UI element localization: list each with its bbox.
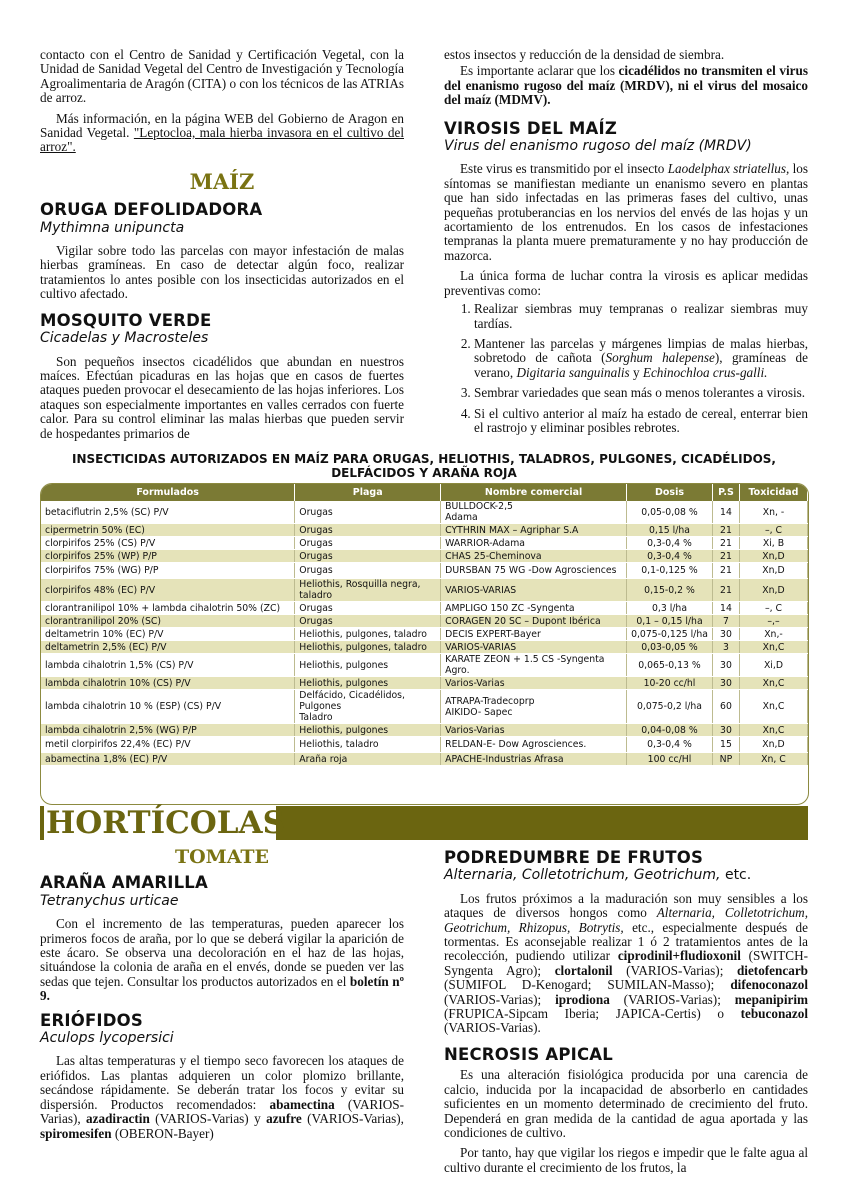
table-cell: 0,3-0,4 % (627, 550, 713, 563)
table-cell: NP (712, 753, 739, 766)
table-cell: 0,03-0,05 % (627, 641, 713, 654)
table-cell: WARRIOR-Adama (441, 537, 627, 550)
arana-subtitle: Tetranychus urticae (40, 892, 179, 909)
table-cell: 21 (712, 579, 739, 602)
table-body (41, 501, 808, 766)
table-cell: clorpirifos 75% (WG) P/P (41, 563, 295, 579)
table-cell: –, C (739, 524, 807, 537)
e-a: Las altas temperaturas y el tiempo seco favorecen los ataques de eriófidos. Las plantas adquieren un color plomizo brillante, secándose rápidamente. Se deberán tratar los focos y evitar su dispersión. Productos recomendados: (40, 1053, 404, 1112)
pd-c: etc., especialmente después de tormentas. Es aconsejable realizar 1 ó 2 tratamientos antes de la recolección, pudiendo utilizar (444, 919, 808, 964)
table-cell: 0,075-0,2 l/ha (627, 690, 713, 724)
pd-o: (FRUPICA-Sipcam Iberia; JAPICA-Certis) o (444, 1006, 741, 1022)
table-cell: –, C (739, 602, 807, 615)
table-header-cell: Plaga (295, 484, 441, 501)
table-cell: 30 (712, 724, 739, 737)
table-cell: Xn,D (739, 550, 807, 563)
virosis-subtitle: Virus del enanismo rugoso del maíz (MRDV) (444, 138, 752, 155)
table-cell: 21 (712, 524, 739, 537)
mosquito-subtitle: Cicadelas y Macrosteles (40, 330, 209, 347)
necrosis-title: NECROSIS APICAL (444, 1044, 613, 1064)
arana-text: Con el incremento de las temperaturas, pueden aparecer los primeros focos de araña, por lo que se deberá vigilar la aparición de este ácaro. Se observa una decoloración en el haz de las hojas, situándose la colonia de araña en el envés, donde se pueden ver las sedas que tejen. Consultar los productos autorizados en el (40, 916, 404, 989)
table-cell: DURSBAN 75 WG -Dow Agrosciences (441, 563, 627, 579)
table-cell: –,– (739, 615, 807, 628)
table-cell: Xn,C (739, 690, 807, 724)
table-cell: Xn, C (739, 753, 807, 766)
table-cell: 30 (712, 628, 739, 641)
table-cell: 60 (712, 690, 739, 724)
table-cell: VARIOS-VARIAS (441, 641, 627, 654)
table-cell: Xn,D (739, 737, 807, 753)
oruga-title: ORUGA DEFOLIDADORA (40, 200, 263, 220)
table-cell: 3 (712, 641, 739, 654)
table-cell: Xi,D (739, 654, 807, 677)
eriofidos-paragraph (40, 1054, 404, 1140)
table-cell: clorpirifos 25% (CS) P/V (41, 537, 295, 550)
pd-p: tebuconazol (740, 1006, 808, 1022)
table-cell: lambda cihalotrin 10% (CS) P/V (41, 677, 295, 690)
table-cell: Varios-Varias (441, 724, 627, 737)
li2-f: Echinochloa crus-galli. (642, 364, 768, 380)
table-row (41, 563, 808, 579)
table-cell: Heliothis, pulgones (295, 654, 441, 677)
table-cell: Araña roja (295, 753, 441, 766)
table-cell: lambda cihalotrin 10 % (ESP) (CS) P/V (41, 690, 295, 724)
pd-m: (VARIOS-Varias); (609, 991, 735, 1007)
table-cell: Heliothis, pulgones, taladro (295, 628, 441, 641)
e-i: (OBERON-Bayer) (111, 1125, 214, 1141)
pd-j: difenoconazol (730, 977, 808, 993)
e-d: azadiractin (86, 1111, 150, 1127)
table-cell: Heliothis, pulgones, taladro (295, 641, 441, 654)
table-row (41, 524, 808, 537)
table-header-row (41, 484, 808, 501)
table-cell: 21 (712, 563, 739, 579)
table-cell: 0,3-0,4 % (627, 537, 713, 550)
table-cell: 14 (712, 602, 739, 615)
table-row (41, 737, 808, 753)
table-row (41, 628, 808, 641)
table-cell: Orugas (295, 524, 441, 537)
table-cell: DECIS EXPERT-Bayer (441, 628, 627, 641)
li2-d: Digitaria sanguinalis (516, 364, 630, 380)
table-cell: deltametrin 10% (EC) P/V (41, 628, 295, 641)
pd-i: (SUMIFOL D-Kenogard; SUMILAN-Masso); (444, 977, 731, 993)
table-cell: betaciflutrin 2,5% (SC) P/V (41, 501, 295, 524)
table-row (41, 724, 808, 737)
table-cell: cipermetrin 50% (EC) (41, 524, 295, 537)
table-cell: deltametrin 2,5% (EC) P/V (41, 641, 295, 654)
intro-paragraph: contacto con el Centro de Sanidad y Certificación Vegetal, con la Unidad de Sanidad Vegetal del Centro de Investigación y Tecnología Agroalimentaria de Aragón (CITA) o con los técnicos de las ATRIAs de arroz. (40, 47, 404, 106)
v-text-b: Laodelphax striatellus, (667, 161, 790, 177)
table-cell: 0,1-0,125 % (627, 563, 713, 579)
table-header-cell: Formulados (41, 484, 295, 501)
necrosis-paragraph-1: Es una alteración fisiológica producida por una carencia de calcio, inducida por la incapacidad de absorberlo en cantidades suficientes en un momento determinado de crecimiento del fruto. Dependerá en gran medida de la cantidad de agua aportada y las condiciones de cultivo. (444, 1067, 808, 1140)
more-info-paragraph (40, 112, 404, 155)
table-row (41, 550, 808, 563)
table-row (41, 753, 808, 766)
table-cell: Orugas (295, 615, 441, 628)
e-f: azufre (266, 1111, 302, 1127)
virosis-title: VIROSIS DEL MAÍZ (444, 118, 618, 138)
table-cell: 0,04-0,08 % (627, 724, 713, 737)
table-cell: AMPLIGO 150 ZC -Syngenta (441, 602, 627, 615)
table-cell: 7 (712, 615, 739, 628)
table-cell: 0,1 – 0,15 l/ha (627, 615, 713, 628)
table-cell: Xn,C (739, 677, 807, 690)
e-h: spiromesifen (40, 1125, 112, 1141)
eriofidos-title: ERIÓFIDOS (40, 1010, 143, 1030)
pd-q: (VARIOS-Varias). (444, 1020, 541, 1036)
v-text-a: Este virus es transmitido por el insecto (460, 161, 668, 177)
podre-sub-italic: Alternaria, Colletotrichum, Geotrichum, (444, 867, 721, 884)
table-cell: 0,05-0,08 % (627, 501, 713, 524)
table-row (41, 579, 808, 602)
table-cell: 30 (712, 677, 739, 690)
table-cell: Heliothis, taladro (295, 737, 441, 753)
table-cell: 10-20 cc/hl (627, 677, 713, 690)
table-cell: Heliothis, Rosquilla negra, taladro (295, 579, 441, 602)
e-g: (VARIOS-Varias), (301, 1111, 404, 1127)
table-cell: lambda cihalotrin 2,5% (WG) P/P (41, 724, 295, 737)
eriofidos-subtitle: Aculops lycopersici (40, 1030, 174, 1047)
left-column-bottom (40, 846, 404, 1147)
table-cell: 0,3 l/ha (627, 602, 713, 615)
table-header-cell: Dosis (627, 484, 713, 501)
table-cell: Xn,D (739, 579, 807, 602)
note-text: Es importante aclarar que los (460, 63, 619, 79)
table-cell: Xn,- (739, 628, 807, 641)
mosquito-paragraph: Son pequeños insectos cicadélidos que abundan en nuestros maíces. Efectúan picaduras en las hojas que en casos de fuertes ataques pueden provocar el desecamiento de las hojas inferiores. Los ataques son especialmente importantes en valles cerrados con fuerte calor. Para su control eliminar las malas hierbas que pueden servir de hospedantes primarios de (40, 353, 404, 441)
table-cell: Orugas (295, 550, 441, 563)
table-cell: Orugas (295, 501, 441, 524)
table-cell: clorpirifos 25% (WP) P/P (41, 550, 295, 563)
table-row (41, 677, 808, 690)
e-c: (VARIOS-Varias), (40, 1096, 404, 1127)
table-cell: Orugas (295, 563, 441, 579)
table-cell: 0,075-0,125 l/ha (627, 628, 713, 641)
li2-b: Sorghum halepense (605, 350, 715, 366)
list-item: 4. Si el cultivo anterior al maíz ha estado de cereal, enterrar bien el rastrojo y eliminar posibles rebrotes. (474, 407, 808, 436)
list-item: 1. Realizar siembras muy tempranas o realizar siembras muy tardías. (474, 302, 808, 331)
pd-e: (SWITCH-Syngenta Agro); (444, 948, 808, 978)
insecticide-table (41, 484, 808, 766)
arana-bold: boletín nº 9. (40, 973, 404, 1004)
oruga-subtitle: Mythimna unipuncta (40, 219, 185, 236)
li2-a: Mantener las parcelas y márgenes limpias de malas hierbas, sobretodo de cañota ( (474, 335, 808, 366)
left-column-top (40, 48, 404, 447)
maiz-heading: MAÍZ (189, 168, 255, 194)
pd-d: ciprodinil+fludioxonil (617, 948, 741, 964)
li2-e: y (629, 364, 643, 380)
cicadelidos-note (444, 64, 808, 107)
table-row (41, 654, 808, 677)
podredumbre-subtitle (444, 868, 808, 882)
table-cell: BULLDOCK-2,5 Adama (441, 501, 627, 524)
v-text-c: los síntomas se manifiestan mediante un enanismo severo en plantas que han sido infectadas en las primeras fases del cultivo, unas pequeñas protuberancias en los nervios del envés de las hojas y un acortamiento de los entrenudos. En los casos de infestaciones tempranas la planta muere prematuramente y no hay producción de mazorca. (444, 161, 809, 263)
table-cell: 21 (712, 550, 739, 563)
pd-b: Alternaria, Colletotrichum, Geotrichum, Rhizopus, Botrytis, (444, 905, 808, 935)
table-cell: Orugas (295, 602, 441, 615)
table-cell: Xn,D (739, 563, 807, 579)
oruga-paragraph: Vigilar sobre todo las parcelas con mayor infestación de malas hierbas gramíneas. En caso de detectar algún foco, realizar tratamientos lo antes posible con los insecticidas autorizados en el cultivo afectado. (40, 243, 404, 302)
pd-l: iprodiona (555, 991, 610, 1007)
table-cell: abamectina 1,8% (EC) P/V (41, 753, 295, 766)
virosis-measures: La única forma de luchar contra la virosis es aplicar medidas preventivas como: (444, 268, 808, 298)
table-cell: clorantranilipol 20% (SC) (41, 615, 295, 628)
table-cell: 30 (712, 654, 739, 677)
table-cell: clorpirifos 48% (EC) P/V (41, 579, 295, 602)
table-cell: CORAGEN 20 SC – Dupont Ibérica (441, 615, 627, 628)
table-row (41, 602, 808, 615)
table-title (40, 452, 808, 480)
table-cell: RELDAN-E- Dow Agrosciences. (441, 737, 627, 753)
podredumbre-paragraph (444, 892, 808, 1036)
leptocloa-link[interactable]: "Leptocloa, mala hierba invasora en el cultivo del arroz". (40, 125, 404, 155)
table-cell: Delfácido, Cicadélidos, Pulgones Taladro (295, 690, 441, 724)
table-header-cell: Nombre comercial (441, 484, 627, 501)
table-title-line1: INSECTICIDAS AUTORIZADOS EN MAÍZ PARA ORUGAS, HELIOTHIS, TALADROS, PULGONES, CICADÉLIDOS, (72, 452, 776, 466)
table-cell: Xn,C (739, 724, 807, 737)
right-column-bottom (444, 848, 809, 1181)
table-row (41, 537, 808, 550)
table-cell: ATRAPA-Tradecoprp AIKIDO- Sapec (441, 690, 627, 724)
table-header-cell: Toxicidad (739, 484, 807, 501)
tomate-heading: TOMATE (174, 846, 270, 868)
more-info-text: Más información, en la página WEB del Gobierno de Aragon en Sanidad Vegetal. (40, 110, 404, 141)
table-cell: 21 (712, 537, 739, 550)
insecticide-table-container (40, 483, 809, 805)
table-cell: Varios-Varias (441, 677, 627, 690)
list-item (474, 337, 808, 380)
table-cell: Xn, - (739, 501, 807, 524)
e-e: (VARIOS-Varias) y (149, 1111, 267, 1127)
right-column-top (444, 48, 808, 441)
virosis-paragraph (444, 162, 808, 263)
table-row (41, 641, 808, 654)
table-cell: CYTHRIN MAX – Agriphar S.A (441, 524, 627, 537)
table-cell: APACHE-Industrias Afrasa (441, 753, 627, 766)
pd-h: dietofencarb (736, 962, 809, 978)
table-cell: Xn,C (739, 641, 807, 654)
table-cell: 0,065-0,13 % (627, 654, 713, 677)
necrosis-paragraph-2: Por tanto, hay que vigilar los riegos e impedir que le falte agua al cultivo durante el crecimiento de los frutos, la (444, 1145, 808, 1175)
podre-sub-etc: etc. (720, 867, 752, 884)
table-header-cell: P.S (712, 484, 739, 501)
e-b: abamectina (269, 1096, 335, 1112)
pd-k: (VARIOS-Varias); (444, 991, 556, 1007)
table-cell: 0,15-0,2 % (627, 579, 713, 602)
table-cell: Heliothis, pulgones (295, 677, 441, 690)
table-cell: lambda cihalotrin 1,5% (CS) P/V (41, 654, 295, 677)
arana-title: ARAÑA AMARILLA (40, 873, 208, 893)
table-row (41, 615, 808, 628)
table-cell: clorantranilipol 10% + lambda cihalotrin 50% (ZC) (41, 602, 295, 615)
note-bold: cicadélidos no transmiten el virus del enanismo rugoso del maíz (MRDV), ni el virus del mosaico del maíz (MDMV). (444, 63, 808, 108)
table-row (41, 501, 808, 524)
table-cell: 0,3-0,4 % (627, 737, 713, 753)
table-cell: Xi, B (739, 537, 807, 550)
horticolas-title: HORTÍCOLAS (46, 805, 285, 841)
pd-a: Los frutos próximos a la maduración son muy sensibles a los ataques de diversos hongos como (444, 890, 808, 921)
pd-g: (VARIOS-Varias); (612, 962, 737, 978)
table-cell: CHAS 25-Cheminova (441, 550, 627, 563)
mosquito-title: MOSQUITO VERDE (40, 310, 212, 330)
table-cell: VARIOS-VARIAS (441, 579, 627, 602)
table-cell: Orugas (295, 537, 441, 550)
pd-f: clortalonil (554, 962, 613, 978)
table-cell: KARATE ZEON + 1.5 CS -Syngenta Agro. (441, 654, 627, 677)
table-cell: 15 (712, 737, 739, 753)
table-cell: metil clorpirifos 22,4% (EC) P/V (41, 737, 295, 753)
list-item: 3. Sembrar variedades que sean más o menos tolerantes a virosis. (474, 386, 808, 400)
table-cell: 14 (712, 501, 739, 524)
table-cell: Heliothis, pulgones (295, 724, 441, 737)
table-title-line2: DELFÁCIDOS Y ARAÑA ROJA (331, 466, 517, 480)
podredumbre-title: PODREDUMBRE DE FRUTOS (444, 848, 704, 867)
pd-n: mepanipirim (734, 991, 808, 1007)
measures-list (444, 302, 808, 435)
cicadelidos-cont: estos insectos y reducción de la densidad de siembra. (444, 47, 725, 62)
table-cell: 100 cc/Hl (627, 753, 713, 766)
table-row (41, 690, 808, 724)
table-cell: 0,15 l/ha (627, 524, 713, 537)
arana-paragraph (40, 917, 404, 1003)
li2-c: ), gramíneas de verano, (474, 350, 808, 380)
